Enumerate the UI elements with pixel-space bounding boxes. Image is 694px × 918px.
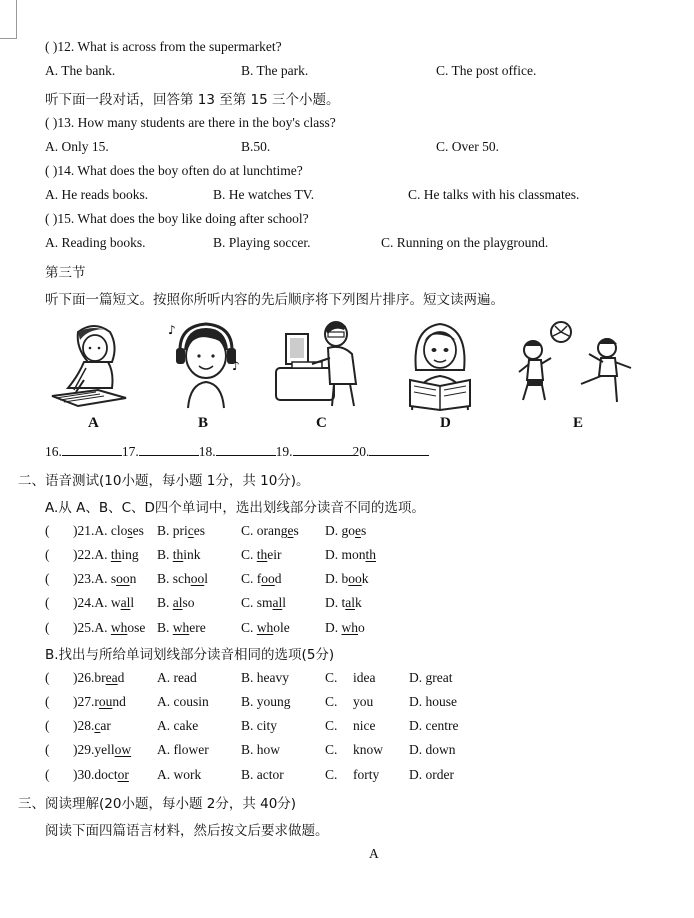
option-b-27: B. young	[241, 694, 291, 709]
question-13-option-b: B.50.	[241, 139, 271, 154]
option-d-21: D. goes	[325, 523, 367, 538]
item-number: )24.A.	[73, 595, 108, 610]
given-word-26: )26.bread	[73, 670, 125, 685]
passage-a-label: A	[369, 846, 379, 861]
option-d-24: D. talk	[325, 595, 362, 610]
option-c-22: C. their	[241, 547, 282, 562]
given-word-27: )27.round	[73, 694, 126, 709]
option-c-27: you	[353, 694, 374, 709]
question-14-stem: ( )14. What does the boy often do at lunchtime?	[45, 163, 303, 178]
option-c-24: C. small	[241, 595, 287, 610]
answer-paren[interactable]: (	[45, 620, 50, 635]
option-a-30: A. work	[157, 767, 202, 782]
order-blank-19[interactable]	[293, 443, 353, 456]
option-c-26: idea	[353, 670, 376, 685]
answer-paren[interactable]: (	[45, 670, 50, 685]
answer-bracket-27	[45, 694, 50, 710]
item-number: )25.A.	[73, 620, 108, 635]
order-blank-20[interactable]	[369, 443, 429, 456]
answer-paren[interactable]: (	[45, 767, 50, 782]
picture-b-boy-with-headphones	[166, 320, 244, 410]
part-3-title: 三、阅读理解(20小题，每小题 2分，共 40分)	[18, 796, 297, 812]
picture-label-d: D	[440, 415, 451, 431]
option-b-24: B. also	[157, 595, 195, 610]
question-12-option-c: C. The post office.	[436, 63, 537, 78]
part-2-title: 二、语音测试(10小题，每小题 1分，共 10分)。	[18, 473, 310, 489]
question-15-option-a: A. Reading books.	[45, 235, 146, 250]
order-num-18: 18.	[198, 444, 216, 459]
option-a-22: )22.A. thing	[73, 547, 139, 562]
option-c-21: C. oranges	[241, 523, 299, 538]
option-c-label-27: C.	[325, 694, 338, 709]
answer-paren[interactable]: (	[45, 718, 50, 733]
answer-bracket-26	[45, 670, 50, 686]
order-blanks	[45, 443, 429, 460]
option-b-21: B. prices	[157, 523, 206, 538]
question-15-option-b: B. Playing soccer.	[213, 235, 311, 250]
option-d-28: D. centre	[409, 718, 459, 733]
order-blank-17[interactable]	[139, 443, 199, 456]
answer-paren[interactable]: (	[45, 694, 50, 709]
question-13-stem: ( )13. How many students are there in the boy's class?	[45, 115, 336, 130]
order-blank-18[interactable]	[216, 443, 276, 456]
option-b-26: B. heavy	[241, 670, 289, 685]
picture-e-boys-playing-soccer	[515, 318, 637, 408]
answer-paren[interactable]: (	[45, 742, 50, 757]
question-13-option-a: A. Only 15.	[45, 139, 109, 154]
option-a-27: A. cousin	[157, 694, 209, 709]
part-3-instruction: 阅读下面四篇语言材料，然后按文后要求做题。	[45, 823, 329, 839]
answer-bracket-23	[45, 571, 50, 587]
answer-bracket-22	[45, 547, 50, 563]
item-number: )26.	[73, 670, 95, 685]
picture-label-b: B	[198, 415, 209, 431]
question-14-option-c: C. He talks with his classmates.	[408, 187, 580, 202]
option-b-25: B. where	[157, 620, 206, 635]
item-number: )29.	[73, 742, 95, 757]
answer-paren[interactable]: (	[45, 595, 50, 610]
question-15-stem: ( )15. What does the boy like doing after school?	[45, 211, 309, 226]
given-word-30: )30.doctor	[73, 767, 129, 782]
answer-bracket-28	[45, 718, 50, 734]
option-d-22: D. month	[325, 547, 377, 562]
answer-bracket-24	[45, 595, 50, 611]
part-2a-instruction: A.从 A、B、C、D四个单词中，选出划线部分读音不同的选项。	[45, 500, 425, 516]
section-3-instruction: 听下面一篇短文。按照你所听内容的先后顺序将下列图片排序。短文读两遍。	[45, 292, 504, 308]
answer-paren[interactable]: (	[45, 571, 50, 586]
item-number: )27.	[73, 694, 95, 709]
question-12-stem: ( )12. What is across from the supermarket?	[45, 39, 282, 54]
order-num-19: 19.	[275, 444, 293, 459]
option-d-29: D. down	[409, 742, 456, 757]
order-num-16: 16.	[45, 444, 62, 459]
question-12-option-b: B. The park.	[241, 63, 309, 78]
option-c-23: C. food	[241, 571, 282, 586]
item-number: )21.A.	[73, 523, 108, 538]
picture-c-man-at-computer	[272, 318, 368, 410]
answer-paren[interactable]: (	[45, 547, 50, 562]
item-number: )23.A.	[73, 571, 108, 586]
option-b-30: B. actor	[241, 767, 284, 782]
option-c-label-26: C.	[325, 670, 338, 685]
section-3-heading: 第三节	[45, 265, 86, 281]
option-b-29: B. how	[241, 742, 281, 757]
option-d-27: D. house	[409, 694, 457, 709]
answer-bracket-21	[45, 523, 50, 539]
option-b-23: B. school	[157, 571, 209, 586]
option-c-29: know	[353, 742, 383, 757]
option-c-25: C. whole	[241, 620, 290, 635]
option-d-30: D. order	[409, 767, 454, 782]
answer-bracket-29	[45, 742, 50, 758]
answer-bracket-30	[45, 767, 50, 783]
option-c-label-29: C.	[325, 742, 338, 757]
given-word-29: )29.yellow	[73, 742, 132, 757]
svg-text:♪: ♪	[232, 359, 240, 373]
option-a-29: A. flower	[157, 742, 209, 757]
page-corner-mark	[0, 0, 17, 39]
question-14-option-b: B. He watches TV.	[213, 187, 315, 202]
option-a-21: )21.A. closes	[73, 523, 144, 538]
option-b-28: B. city	[241, 718, 277, 733]
option-d-25: D. who	[325, 620, 365, 635]
item-number: )30.	[73, 767, 95, 782]
option-a-26: A. read	[157, 670, 197, 685]
picture-label-e: E	[573, 415, 584, 431]
option-d-26: D. great	[409, 670, 453, 685]
option-a-28: A. cake	[157, 718, 199, 733]
svg-text:♪: ♪	[168, 323, 176, 337]
picture-a-girl-writing	[48, 318, 132, 414]
question-14-option-a: A. He reads books.	[45, 187, 149, 202]
answer-paren[interactable]: (	[45, 523, 50, 538]
option-d-23: D. book	[325, 571, 369, 586]
part-2b-instruction: B.找出与所给单词划线部分读音相同的选项(5分)	[45, 647, 335, 663]
picture-label-a: A	[88, 415, 99, 431]
order-num-20: 20.	[352, 444, 370, 459]
option-b-22: B. think	[157, 547, 201, 562]
question-15-option-c: C. Running on the playground.	[381, 235, 549, 250]
order-blank-16[interactable]	[62, 443, 122, 456]
question-13-option-c: C. Over 50.	[436, 139, 499, 154]
question-12-option-a: A. The bank.	[45, 63, 116, 78]
option-c-label-28: C.	[325, 718, 338, 733]
option-a-25: )25.A. whose	[73, 620, 146, 635]
picture-d-girl-reading	[398, 318, 482, 412]
instruction-13-15: 听下面一段对话，回答第 13 至第 15 三个小题。	[45, 92, 340, 108]
option-c-30: forty	[353, 767, 380, 782]
option-c-label-30: C.	[325, 767, 338, 782]
item-number: )28.	[73, 718, 95, 733]
order-num-17: 17.	[121, 444, 139, 459]
option-a-24: )24.A. wall	[73, 595, 135, 610]
option-c-28: nice	[353, 718, 376, 733]
option-a-23: )23.A. soon	[73, 571, 137, 586]
given-word-28: )28.car	[73, 718, 111, 733]
item-number: )22.A.	[73, 547, 108, 562]
answer-bracket-25	[45, 620, 50, 636]
picture-label-c: C	[316, 415, 327, 431]
